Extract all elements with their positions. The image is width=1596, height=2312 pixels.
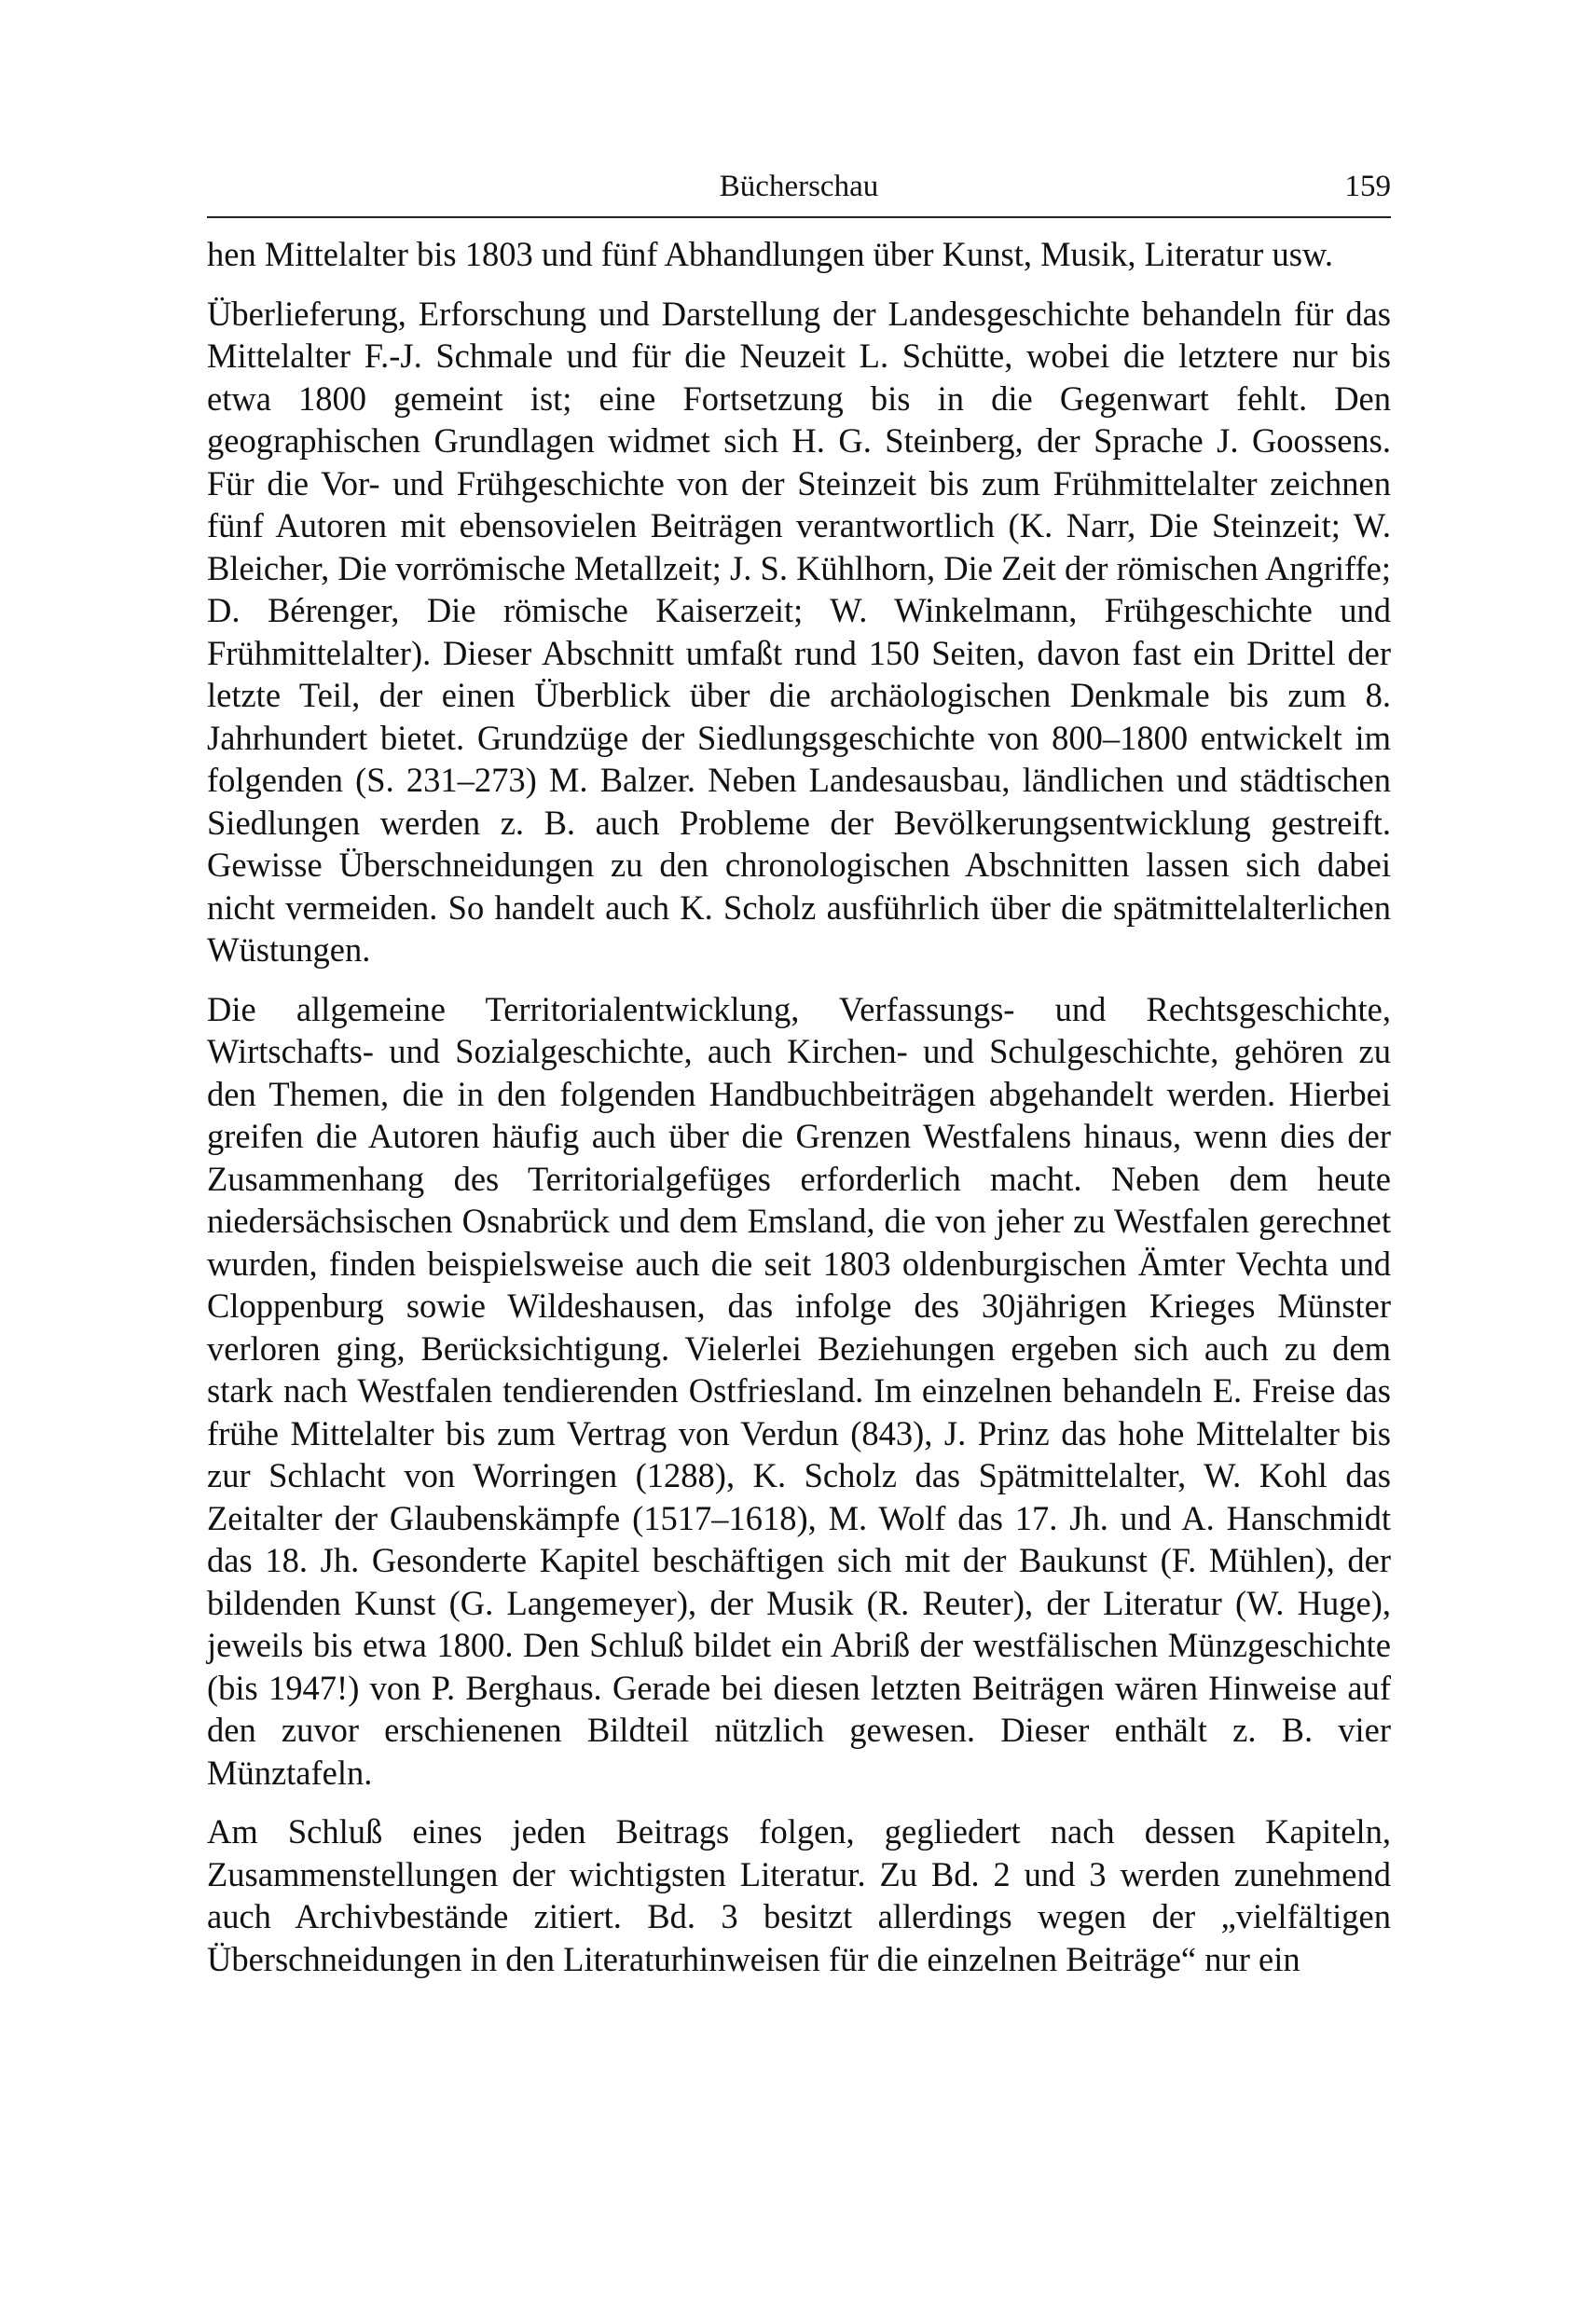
running-title: Bücherschau bbox=[719, 170, 879, 203]
page-number: 159 bbox=[1344, 170, 1391, 203]
running-header bbox=[207, 158, 1391, 218]
document-page bbox=[207, 158, 1391, 2247]
document-body bbox=[207, 233, 1391, 1980]
paragraph-1: hen Mittelalter bis 1803 und fünf Abhandlungen über Kunst, Musik, Literatur usw. bbox=[207, 235, 1334, 273]
paragraph-3: Die allgemeine Territorialentwicklung, Verfassungs- und Rechtsgeschichte, Wirtschafts- und Sozialgeschichte, auch Kirchen- und Schulgeschichte, gehören zu den Themen, die in den folgenden Handbuchbeiträgen abgehandelt werden. Hierbei greifen die Autoren häufig auch über die Grenzen Westfalens hinaus, wenn dies der Zusammenhang des Territorialgefüges erforderlich macht. Neben dem heute niedersächsischen Osnabrück und dem Emsland, die von jeher zu Westfalen gerechnet wurden, finden beispielsweise auch die seit 1803 oldenburgischen Ämter Vechta und Cloppenburg sowie Wildeshausen, das infolge des 30jährigen Krieges Münster verloren ging, Berücksichtigung. Vielerlei Beziehungen ergeben sich auch zu dem stark nach Westfalen tendierenden Ostfriesland. Im einzelnen behandeln E. Freise das frühe Mittelalter bis zum Vertrag von Verdun (843), J. Prinz das hohe Mittelalter bis zur Schlacht von Worringen (1288), K. Scholz das Spätmittelalter, W. Kohl das Zeitalter der Glaubenskämpfe (1517–1618), M. Wolf das 17. Jh. und A. Hanschmidt das 18. Jh. Gesonderte Kapitel beschäftigen sich mit der Baukunst (F. Mühlen), der bildenden Kunst (G. Langemeyer), der Musik (R. Reuter), der Literatur (W. Huge), jeweils bis etwa 1800. Den Schluß bildet ein Abriß der westfälischen Münzgeschichte (bis 1947!) von P. Berghaus. Gerade bei diesen letzten Beiträgen wären Hinweise auf den zuvor erschienenen Bildteil nützlich gewesen. Dieser enthält z. B. vier Münztafeln. bbox=[207, 989, 1391, 1792]
paragraph-4: Am Schluß eines jeden Beitrags folgen, gegliedert nach dessen Kapiteln, Zusammenstellungen der wichtigsten Literatur. Zu Bd. 2 und 3 werden zunehmend auch Archivbestände zitiert. Bd. 3 besitzt allerdings wegen der „vielfältigen Überschneidungen in den Literaturhinweisen für die einzelnen Beiträge“ nur ein bbox=[207, 1812, 1391, 1978]
paragraph-2: Überlieferung, Erforschung und Darstellung der Landesgeschichte behandeln für das Mittelalter F.-J. Schmale und für die Neuzeit L. Schütte, wobei die letztere nur bis etwa 1800 gemeint ist; eine Fortsetzung bis in die Gegenwart fehlt. Den geographischen Grundlagen widmet sich H. G. Steinberg, der Sprache J. Goossens. Für die Vor- und Frühgeschichte von der Steinzeit bis zum Frühmittelalter zeichnen fünf Autoren mit ebensovielen Beiträgen verantwortlich (K. Narr, Die Steinzeit; W. Bleicher, Die vorrömische Metallzeit; J. S. Kühlhorn, Die Zeit der römischen Angriffe; D. Bérenger, Die römische Kaiserzeit; W. Winkelmann, Frühgeschichte und Frühmittelalter). Dieser Abschnitt umfaßt rund 150 Seiten, davon fast ein Drittel der letzte Teil, der einen Überblick über die archäologischen Denkmale bis zum 8. Jahrhundert bietet. Grundzüge der Siedlungsgeschichte von 800–1800 entwickelt im folgenden (S. 231–273) M. Balzer. Neben Landesausbau, ländlichen und städtischen Siedlungen werden z. B. auch Probleme der Bevölkerungsentwicklung gestreift. Gewisse Überschneidungen zu den chronologischen Abschnitten lassen sich dabei nicht vermeiden. So handelt auch K. Scholz ausführlich über die spätmittelalterlichen Wüstungen. bbox=[207, 294, 1391, 969]
